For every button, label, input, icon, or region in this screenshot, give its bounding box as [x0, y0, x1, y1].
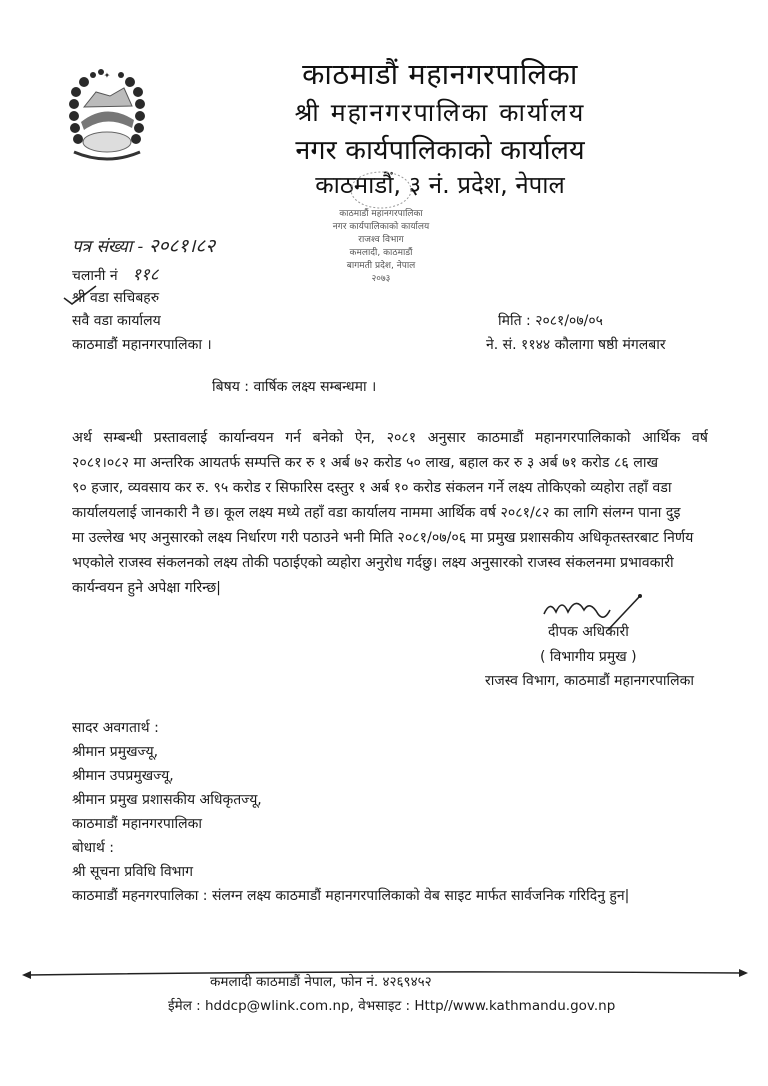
body-line: अर्थ सम्बन्धी प्रस्तावलाई कार्यान्वयन गर्न बनेको ऐन, २०८१ अनुसार काठमाडौं महानगरपालिकाको आर्थिक वर्ष	[72, 430, 708, 446]
signatory-name: दीपक अधिकारी	[548, 624, 629, 640]
cc-heading: सादर अवगतार्थ :	[72, 720, 159, 736]
office-stamp	[316, 178, 446, 313]
signatory-department: राजस्व विभाग, काठमाडौं महानगरपालिका	[485, 673, 695, 689]
letterhead-address: काठमाडौं, ३ नं. प्रदेश, नेपाल	[315, 171, 565, 199]
info-heading: बोधार्थ :	[72, 840, 114, 856]
recipient-line-1: श्री वडा सचिबहरु	[72, 290, 160, 306]
stamp-line: २०७३	[371, 274, 391, 284]
letterhead-stylized-subtitle: श्री महानगरपालिका कार्यालय	[294, 98, 586, 127]
letter-body	[72, 426, 708, 601]
date-miti: मिति : २०८१/०७/०५	[498, 313, 603, 329]
patra-sankhya-value: २०८१।८२	[148, 235, 216, 257]
signatory-designation: ( विभागीय प्रमुख )	[540, 649, 637, 665]
stamp-line: नगर कार्यपालिकाको कार्यालय	[332, 222, 430, 232]
info-recipient: श्री सूचना प्रविधि विभाग	[72, 864, 194, 880]
body-line: २०८१।०८२ मा अन्तरिक आयतर्फ सम्पत्ति कर रु १ अर्ब ७२ करोड ५० लाख, बहाल कर रु ३ अर्ब ७१ करोड ८६ लाख	[72, 455, 659, 471]
footer-address: कमलादी काठमाडौं नेपाल, फोन नं. ४२६९४५२	[210, 974, 432, 990]
svg-text:✦: ✦	[103, 71, 111, 80]
stamp-line: राजश्व विभाग	[358, 235, 404, 245]
chalani-label: चलानी नं	[72, 268, 118, 284]
chalani-value: ११८	[132, 265, 159, 285]
cc-recipient: श्रीमान प्रमुख प्रशासकीय अधिकृतज्यू,	[72, 792, 262, 808]
recipient-line-2: सवै वडा कार्यालय	[72, 313, 161, 329]
cc-recipient: काठमाडौं महानगरपालिका	[72, 816, 202, 832]
patra-sankhya	[72, 232, 215, 258]
body-line: मा उल्लेख भए अनुसारको लक्ष्य निर्धारण गरी पठाउने भनी मिति २०८१/०७/०६ मा प्रमुख प्रशासकीय अधिकृतस्तरबाट निर्णय	[72, 530, 694, 546]
cc-recipient: श्रीमान प्रमुखज्यू,	[72, 744, 159, 760]
checkmark-icon	[60, 284, 100, 306]
footer-contact: ईमेल : hddcp@wlink.com.np, वेभसाइट : Http//www.kathmandu.gov.np	[168, 998, 616, 1014]
stamp-line: बागमती प्रदेश, नेपाल	[346, 261, 416, 271]
body-line: कार्यन्वयन हुने अपेक्षा गरिन्छ|	[72, 580, 221, 596]
patra-sankhya-label: पत्र संख्या -	[72, 237, 144, 257]
subject: बिषय : वार्षिक लक्ष्य सम्बन्धमा ।	[212, 379, 377, 395]
chalani-number	[72, 262, 159, 285]
info-note: काठमाडौं महनगरपालिका : संलग्न लक्ष्य काठमाडौं महानगरपालिकाको वेब साइट मार्फत सार्वजनिक गरिदिनु हुन|	[72, 888, 630, 904]
nepal-emblem-logo	[66, 62, 148, 172]
cc-section	[72, 716, 629, 908]
body-line: कार्यालयलाई जानकारी नै छ। कूल लक्ष्य मध्ये तहाँ वडा कार्यालय नाममा आर्थिक वर्ष २०८१/८२ का लागि संलग्न पाना दुइ	[72, 505, 681, 521]
recipient-line-3: काठमाडौं महानगरपालिका ।	[72, 337, 212, 353]
stamp-line: काठमाडौं महानगरपालिका	[339, 209, 423, 219]
body-line: ९० हजार, व्यवसाय कर रु. ९५ करोड र सिफारिस दस्तुर १ अर्ब १० करोड संकलन गर्ने लक्ष्य तोकिएको व्यहोरा तहाँ वडा	[72, 480, 672, 496]
stamp-line: कमलादी, काठमाडौं	[349, 248, 413, 258]
cc-recipient: श्रीमान उपप्रमुखज्यू,	[72, 768, 174, 784]
date-nepal-sambat: ने. सं. ११४४ कौलागा षष्ठी मंगलबार	[486, 337, 666, 353]
letterhead-title: काठमाडौं महानगरपालिका	[302, 57, 578, 91]
body-line: भएकोले राजस्व संकलनको लक्ष्य तोकी पठाईएको व्यहोरा अनुरोध गर्दछु। लक्ष्य अनुसारको राजस्व संकलनमा प्रभावकारी	[72, 555, 674, 571]
letterhead-office: नगर कार्यपालिकाको कार्यालय	[295, 135, 585, 166]
